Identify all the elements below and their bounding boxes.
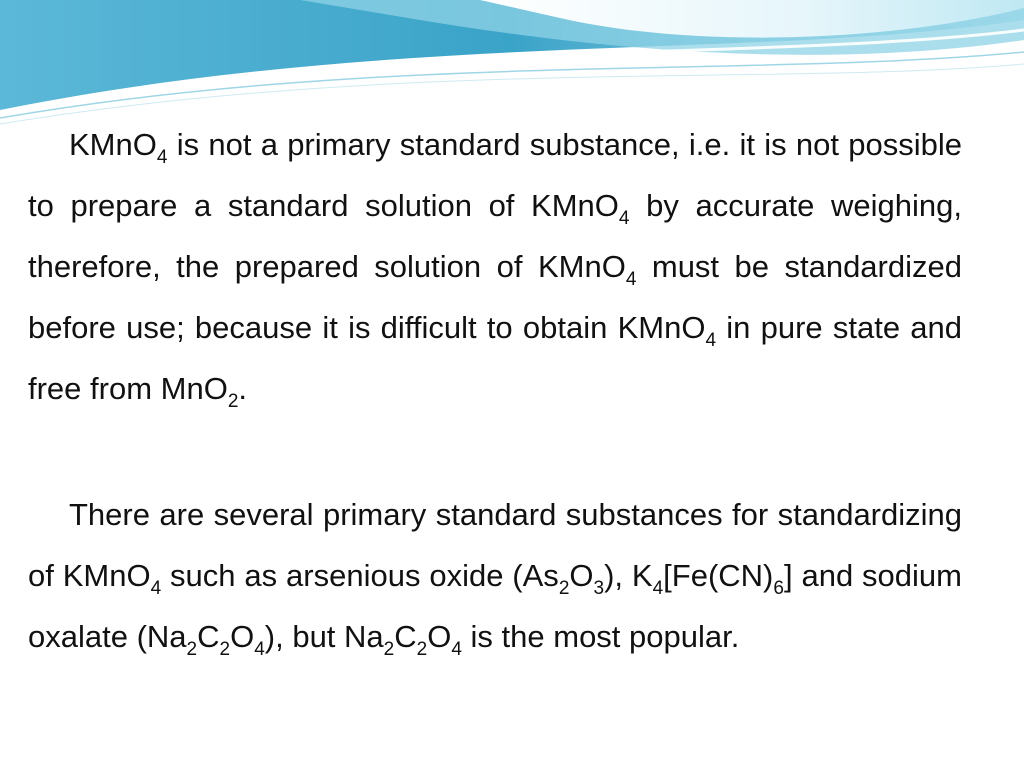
paragraph-primary-standards-list [28, 484, 962, 667]
text-run: C [197, 619, 220, 654]
text-run: O [230, 619, 255, 654]
subscript: 2 [219, 639, 231, 661]
text-run: . [238, 371, 248, 406]
text-run: in pure state and free from MnO [28, 310, 962, 406]
subscript: 4 [705, 330, 717, 352]
text-run: KMnO [69, 127, 157, 162]
subscript: 2 [227, 391, 239, 413]
subscript: 4 [156, 147, 168, 169]
text-run: by accurate weighing, therefore, the prepared solution of KMnO [28, 188, 962, 284]
subscript: 4 [254, 639, 265, 661]
subscript: 2 [186, 639, 198, 661]
paragraph-kmno4-not-primary-standard [28, 114, 962, 419]
text-run: is the most popular. [461, 619, 740, 654]
subscript: 4 [652, 578, 664, 600]
text-run: O [569, 558, 594, 593]
text-run: O [427, 619, 452, 654]
text-run: [Fe(CN) [663, 558, 774, 593]
subscript: 4 [451, 639, 462, 661]
text-run: C [394, 619, 417, 654]
text-run: ), K [604, 558, 653, 593]
text-run: ), but Na [264, 619, 384, 654]
text-run: such as arsenious oxide (As [161, 558, 559, 593]
subscript: 2 [558, 578, 570, 600]
subscript: 2 [416, 639, 428, 661]
subscript: 4 [618, 208, 630, 230]
text-run: must be standardized before use; because it is difficult to obtain KMnO [28, 249, 962, 345]
text-run: ] and sodium oxalate (Na [28, 558, 962, 654]
text-run: There are several primary standard substances for standardizing of KMnO [28, 497, 962, 593]
header-wave-decoration [0, 0, 1024, 130]
text-run: is not a primary standard substance, i.e. it is not possible to prepare a standard solution of KMnO [28, 127, 962, 223]
subscript: 6 [773, 578, 784, 600]
subscript: 4 [625, 269, 637, 291]
subscript: 2 [383, 639, 395, 661]
subscript: 4 [150, 578, 162, 600]
subscript: 3 [593, 578, 605, 600]
